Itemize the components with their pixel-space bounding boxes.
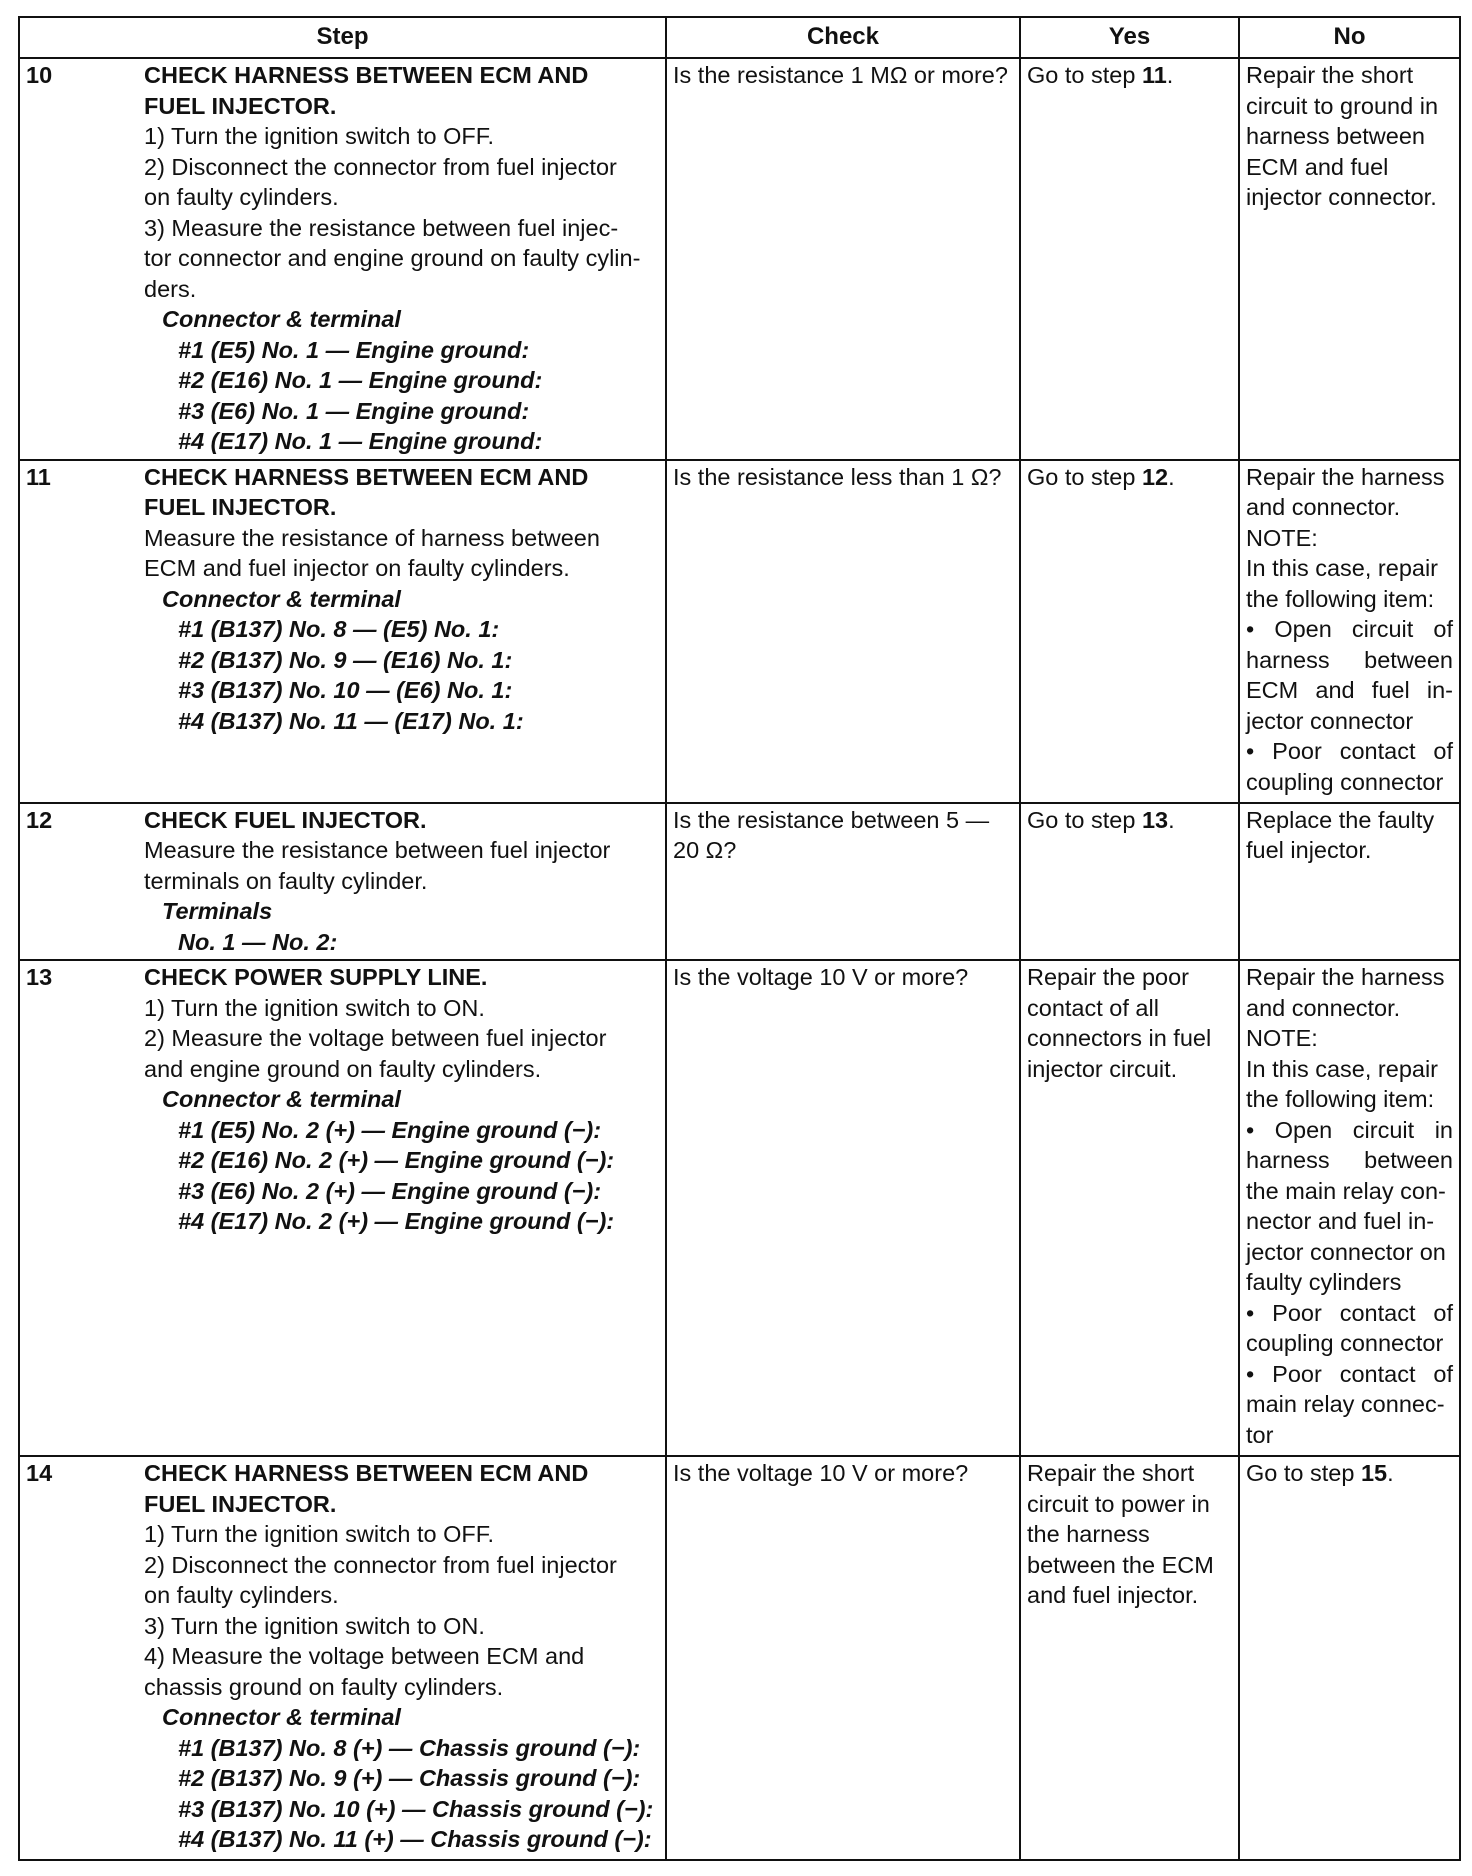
no-cell — [1239, 1456, 1460, 1860]
connector-item: #4 (B137) No. 11 (+) — Chassis ground (−): — [178, 1826, 652, 1852]
header-row — [19, 17, 1460, 58]
no-line: • Open circuit in — [1246, 1116, 1453, 1143]
yes-cell — [1020, 460, 1239, 803]
yes-text: Go to step — [1027, 62, 1142, 88]
connector-item: #2 (B137) No. 9 — (E16) No. 1: — [178, 646, 513, 673]
check-cell: Is the voltage 10 V or more? — [666, 1456, 1020, 1860]
no-cell — [1239, 460, 1460, 803]
no-suffix: . — [1387, 1460, 1394, 1486]
step-line: on faulty cylinders. — [144, 184, 339, 210]
step-number: 14 — [26, 1460, 53, 1486]
goto-step: 12 — [1141, 463, 1169, 490]
step-line: tor connector and engine ground on faulty cylin- — [144, 245, 641, 271]
step-cell — [19, 1456, 666, 1860]
step-line: terminals on faulty cylinder. — [144, 867, 428, 894]
no-line: coupling connector — [1246, 768, 1444, 795]
connector-item: #2 (B137) No. 9 (+) — Chassis ground (−): — [178, 1765, 641, 1791]
step-title: CHECK HARNESS BETWEEN ECM AND — [144, 463, 589, 490]
connector-item: #2 (E16) No. 1 — Engine ground: — [178, 367, 543, 393]
step-number: 12 — [26, 806, 53, 833]
connector-item: #1 (B137) No. 8 (+) — Chassis ground (−): — [178, 1734, 641, 1761]
step-title: CHECK HARNESS BETWEEN ECM AND — [144, 1460, 589, 1486]
yes-cell — [1020, 58, 1239, 460]
yes-cell: Repair the poor contact of all connectors in fuel injector circuit. — [1020, 960, 1239, 1456]
connector-heading: Connector & terminal — [162, 306, 401, 332]
step-title: CHECK HARNESS BETWEEN ECM AND — [144, 62, 589, 88]
connector-item: #4 (E17) No. 2 (+) — Engine ground (−): — [178, 1208, 615, 1234]
no-line: faulty cylinders — [1246, 1269, 1402, 1295]
yes-suffix: . — [1168, 463, 1175, 490]
step-title: CHECK POWER SUPPLY LINE. — [144, 964, 488, 990]
step-title: CHECK FUEL INJECTOR. — [144, 806, 427, 833]
yes-suffix: . — [1168, 806, 1175, 833]
connector-item: #3 (E6) No. 2 (+) — Engine ground (−): — [178, 1177, 602, 1204]
header-no: No — [1239, 17, 1460, 58]
no-line: • Poor contact of — [1246, 1360, 1453, 1387]
step-line: 4) Measure the voltage between ECM and — [144, 1643, 585, 1669]
step-line: 2) Disconnect the connector from fuel injector — [144, 153, 617, 180]
no-cell: Replace the faulty fuel injector. — [1239, 803, 1460, 961]
no-line: and connector. — [1246, 994, 1401, 1021]
connector-item: #1 (B137) No. 8 — (E5) No. 1: — [178, 616, 500, 642]
check-cell: Is the resistance between 5 — 20 Ω? — [666, 803, 1020, 961]
diagnostic-table — [18, 16, 1461, 1861]
no-line: In this case, repair — [1246, 1055, 1439, 1082]
no-line: jector connector — [1246, 707, 1414, 734]
step-line: chassis ground on faulty cylinders. — [144, 1673, 504, 1700]
step-line: Measure the resistance of harness between — [144, 524, 600, 551]
step-line: ders. — [144, 275, 197, 302]
no-line: harness between — [1246, 646, 1453, 673]
no-line: jector connector on — [1246, 1238, 1446, 1265]
connector-heading: Connector & terminal — [162, 585, 401, 612]
no-line: Repair the harness — [1246, 964, 1445, 990]
connector-item: #3 (B137) No. 10 — (E6) No. 1: — [178, 677, 513, 703]
no-line: NOTE: — [1246, 1025, 1318, 1051]
no-line: the main relay con- — [1246, 1177, 1446, 1204]
connector-heading: Connector & terminal — [162, 1704, 401, 1730]
no-cell: Repair the short circuit to ground in harness between ECM and fuel injector connector. — [1239, 58, 1460, 460]
connector-item: #3 (B137) No. 10 (+) — Chassis ground (−): — [178, 1795, 654, 1822]
connector-item: #1 (E5) No. 1 — Engine ground: — [178, 336, 530, 363]
no-line: Repair the harness — [1246, 463, 1445, 490]
table-row — [19, 803, 1460, 961]
no-line: nector and fuel in- — [1246, 1208, 1435, 1234]
connector-item: #1 (E5) No. 2 (+) — Engine ground (−): — [178, 1116, 602, 1143]
header-check: Check — [666, 17, 1020, 58]
no-line: main relay connec- — [1246, 1391, 1445, 1417]
no-line: tor — [1246, 1421, 1274, 1448]
no-line: • Open circuit of — [1246, 616, 1453, 642]
yes-cell: Repair the short circuit to power in the harness between the ECM and fuel injector. — [1020, 1456, 1239, 1860]
step-line: and engine ground on faulty cylinders. — [144, 1055, 542, 1082]
goto-step: 15 — [1360, 1460, 1388, 1486]
step-line: 1) Turn the ignition switch to ON. — [144, 994, 485, 1021]
check-cell: Is the resistance 1 MΩ or more? — [666, 58, 1020, 460]
connector-heading: Connector & terminal — [162, 1086, 401, 1112]
table-row — [19, 960, 1460, 1456]
step-line: 3) Measure the resistance between fuel injec- — [144, 214, 619, 241]
yes-cell — [1020, 803, 1239, 961]
step-line: Measure the resistance between fuel injector — [144, 837, 611, 863]
step-number: 13 — [26, 964, 53, 990]
step-title: FUEL INJECTOR. — [144, 1490, 337, 1517]
no-line: the following item: — [1246, 1086, 1435, 1112]
table-row — [19, 58, 1460, 460]
terminal-item: No. 1 — No. 2: — [178, 928, 338, 955]
goto-step: 11 — [1141, 62, 1167, 88]
step-cell — [19, 803, 666, 961]
step-title: FUEL INJECTOR. — [144, 494, 337, 520]
step-line: 1) Turn the ignition switch to OFF. — [144, 1521, 495, 1547]
no-line: ECM and fuel in- — [1246, 677, 1453, 703]
yes-text: Go to step — [1027, 463, 1142, 490]
no-line: • Poor contact of — [1246, 1299, 1453, 1326]
goto-step: 13 — [1141, 806, 1169, 833]
no-line: • Poor contact of — [1246, 738, 1453, 764]
terminals-heading: Terminals — [162, 898, 273, 924]
no-line: coupling connector — [1246, 1330, 1444, 1356]
step-line: ECM and fuel injector on faulty cylinders. — [144, 555, 570, 581]
check-cell: Is the voltage 10 V or more? — [666, 960, 1020, 1456]
connector-item: #2 (E16) No. 2 (+) — Engine ground (−): — [178, 1147, 615, 1173]
connector-item: #4 (B137) No. 11 — (E17) No. 1: — [178, 707, 524, 734]
step-line: on faulty cylinders. — [144, 1582, 339, 1608]
connector-item: #3 (E6) No. 1 — Engine ground: — [178, 397, 530, 424]
no-line: the following item: — [1246, 585, 1435, 612]
step-number: 10 — [26, 62, 53, 88]
connector-item: #4 (E17) No. 1 — Engine ground: — [178, 428, 543, 454]
no-line: NOTE: — [1246, 524, 1318, 551]
step-title: FUEL INJECTOR. — [144, 92, 337, 119]
step-line: 3) Turn the ignition switch to ON. — [144, 1612, 485, 1639]
step-cell — [19, 58, 666, 460]
check-cell: Is the resistance less than 1 Ω? — [666, 460, 1020, 803]
header-yes: Yes — [1020, 17, 1239, 58]
yes-text: Go to step — [1027, 806, 1142, 833]
table-row — [19, 460, 1460, 803]
step-line: 1) Turn the ignition switch to OFF. — [144, 123, 495, 149]
step-cell — [19, 460, 666, 803]
yes-suffix: . — [1166, 62, 1174, 88]
no-text: Go to step — [1246, 1460, 1361, 1486]
no-cell — [1239, 960, 1460, 1456]
no-line: harness between — [1246, 1147, 1453, 1173]
no-line: and connector. — [1246, 494, 1401, 520]
step-line: 2) Measure the voltage between fuel injector — [144, 1025, 607, 1051]
step-line: 2) Disconnect the connector from fuel injector — [144, 1551, 617, 1578]
header-step: Step — [19, 17, 666, 58]
step-cell — [19, 960, 666, 1456]
no-line: In this case, repair — [1246, 555, 1439, 581]
table-row — [19, 1456, 1460, 1860]
step-number: 11 — [26, 463, 51, 490]
